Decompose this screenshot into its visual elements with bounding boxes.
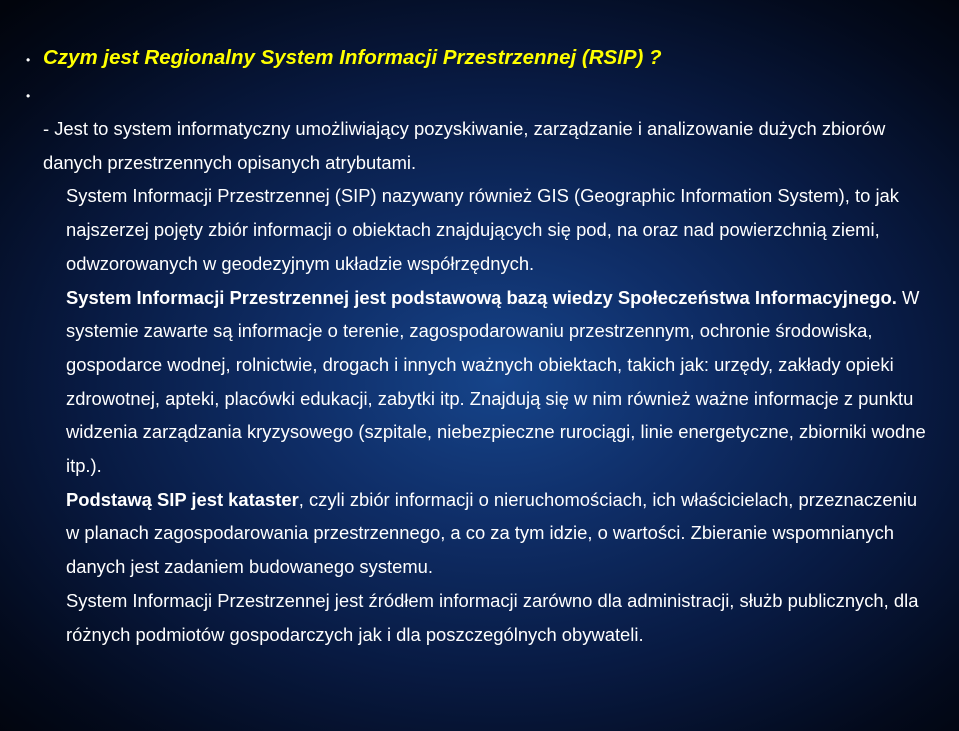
paragraph-cadastre-text: , czyli zbiór informacji o nieruchomościach, ich właścicielach, przeznaczeniu w planach zagospodarowania przestrzennego, a co za tym idzie, o wartości. Zbieranie wspomnianych danych jest zadaniem budowanego systemu. <box>66 488 918 578</box>
paragraph-knowledge-base-text: W systemie zawarte są informacje o terenie, zagospodarowaniu przestrzennym, ochronie środowiska, gospodarce wodnej, rolnictwie, drogach i innych ważnych obiektach, takich jak: urzędy, zakłady opieki zdrowotnej, apteki, placówki edukacji, zabytki itp. Znajdują się w nim również ważne informacje z punktu widzenia zarządzania kryzysowego (szpitale, niebezpieczne rurociągi, linie energetyczne, zbiorniki wodne itp.). <box>66 286 926 477</box>
paragraph-cadastre-bold: Podstawą SIP jest kataster <box>66 488 299 510</box>
bullet-dot-icon: • <box>26 53 31 67</box>
paragraph-source: System Informacji Przestrzennej jest źródłem informacji zarówno dla administracji, służb publicznych, dla różnych podmiotów gospodarczych jak i dla poszczególnych obywateli. <box>66 589 919 645</box>
slide-body <box>43 112 933 651</box>
paragraph-sip-gis: System Informacji Przestrzennej (SIP) nazywany również GIS (Geographic Information System), to jak najszerzej pojęty zbiór informacji o obiektach znajdujących się pod, na oraz nad powierzchnią ziemi, odwzorowanych w geodezyjnym układzie współrzędnych. <box>66 185 899 274</box>
paragraph-definition: - Jest to system informatyczny umożliwiający pozyskiwanie, zarządzanie i analizowanie dużych zbiorów danych przestrzennych opisanych atrybutami. <box>43 118 886 173</box>
paragraph-knowledge-base <box>43 281 933 483</box>
bullet-2 <box>26 86 42 106</box>
paragraph-cadastre <box>43 483 933 584</box>
slide-title: Czym jest Regionalny System Informacji Przestrzennej (RSIP) ? <box>43 46 662 69</box>
bullet-1 <box>26 50 42 70</box>
bullet-dot-icon: • <box>26 89 31 103</box>
paragraph-knowledge-base-bold: System Informacji Przestrzennej jest podstawową bazą wiedzy Społeczeństwa Informacyjnego. <box>66 286 897 308</box>
